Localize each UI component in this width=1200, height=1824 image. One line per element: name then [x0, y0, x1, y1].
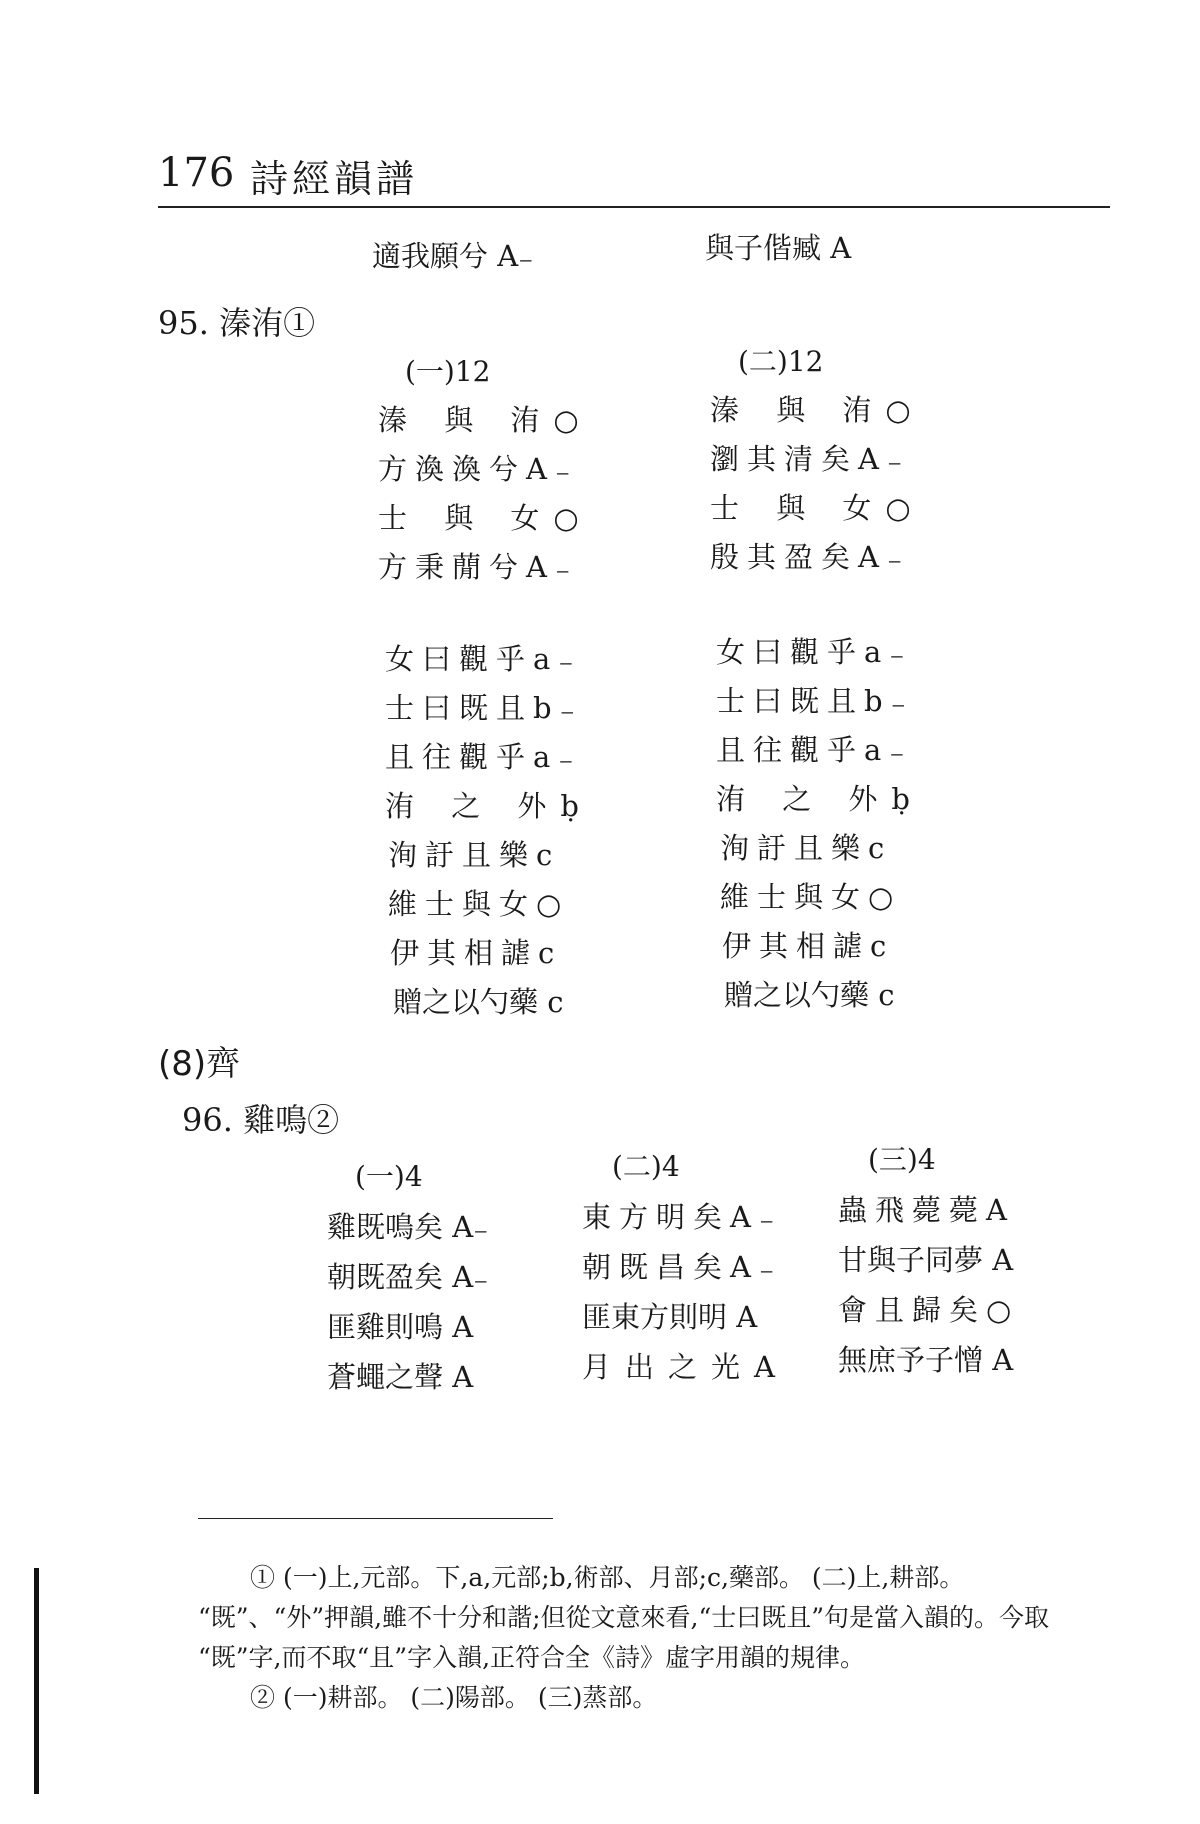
poem-line: 匪東方則明 A — [582, 1300, 758, 1334]
poem-line: 女曰觀乎a₋ — [716, 635, 913, 669]
stanza-label: (三)4 — [868, 1143, 936, 1176]
poem-line: 維士與女○ — [720, 880, 902, 914]
poem-line: 殷其盈矣A₋ — [710, 540, 911, 574]
poem-line: 維士與女○ — [388, 887, 570, 921]
poem-95-title: 95. 溱洧① — [158, 304, 316, 342]
poem-line: 雞既鳴矣 A₋ — [327, 1210, 489, 1244]
poem-line: 且往觀乎a₋ — [716, 733, 913, 767]
poem-line: 朝既盈矣 A₋ — [327, 1260, 489, 1294]
poem-line: 贈之以勺藥 c — [724, 978, 895, 1012]
footnote-2: ② (一)耕部。 (二)陽部。 (三)蒸部。 — [250, 1683, 658, 1712]
poem-line: 士曰既且b₋ — [716, 684, 914, 718]
footnote-1-line-3: “既”字,而不取“且”字入韻,正符合全《詩》虛字用韻的規律。 — [198, 1643, 866, 1672]
stanza-label: (一)4 — [355, 1160, 423, 1193]
poem-line: 士曰既且b₋ — [385, 691, 583, 725]
poem-line: 朝既昌矣A₋ — [582, 1250, 783, 1284]
poem-line: 蟲飛薨薨A — [838, 1193, 1015, 1227]
poem-line: 溱 與 洧○ — [378, 403, 593, 437]
continuation-right: 與子偕臧 A — [705, 231, 852, 265]
poem-line: 甘與子同夢 A — [838, 1243, 1014, 1277]
poem-line: 洵訏且樂c — [388, 838, 561, 872]
poem-line: 洵訏且樂c — [720, 831, 893, 865]
poem-line: 伊其相謔c — [722, 929, 895, 963]
poem-line: 贈之以勺藥 c — [393, 985, 564, 1019]
poem-line: 會且歸矣○ — [838, 1293, 1020, 1327]
footnote-1-line-1: ① (一)上,元部。下,a,元部;b,術部、月部;c,藥部。 (二)上,耕部。 — [250, 1563, 965, 1592]
header-rule — [158, 206, 1110, 208]
poem-line: 伊其相謔c — [390, 936, 563, 970]
scan-edge — [34, 1568, 39, 1794]
section-heading: (8)齊 — [158, 1044, 241, 1084]
poem-line: 洧 之 外ḅ — [716, 782, 925, 816]
poem-line: 女曰觀乎a₋ — [385, 642, 582, 676]
poem-line: 瀏其清矣A₋ — [710, 442, 911, 476]
footnote-rule — [198, 1518, 553, 1519]
poem-line: 方秉蕑兮A₋ — [378, 550, 579, 584]
stanza-label: (二)4 — [612, 1150, 680, 1183]
poem-line: 無庶予子憎 A — [838, 1343, 1014, 1377]
poem-line: 東方明矣A₋ — [582, 1200, 783, 1234]
poem-96-title: 96. 雞鳴② — [182, 1101, 340, 1139]
poem-line: 匪雞則鳴 A — [327, 1310, 474, 1344]
poem-line: 蒼蠅之聲 A — [327, 1360, 474, 1394]
poem-line: 士 與 女○ — [378, 501, 593, 535]
poem-line: 月出之光A — [582, 1350, 789, 1384]
poem-line: 方渙渙兮A₋ — [378, 452, 579, 486]
book-title: 詩經韻譜 — [250, 157, 419, 201]
continuation-left: 適我願兮 A₋ — [372, 239, 534, 273]
poem-line: 且往觀乎a₋ — [385, 740, 582, 774]
poem-line: 洧 之 外ḅ — [385, 789, 594, 823]
stanza-label: (一)12 — [405, 355, 491, 388]
poem-line: 溱 與 洧○ — [710, 393, 925, 427]
stanza-label: (二)12 — [738, 345, 824, 378]
poem-line: 士 與 女○ — [710, 491, 925, 525]
page-number: 176 — [158, 150, 235, 196]
footnote-1-line-2: “既”、“外”押韻,雖不十分和諧;但從文意來看,“士曰既且”句是當入韻的。今取 — [198, 1603, 1050, 1632]
